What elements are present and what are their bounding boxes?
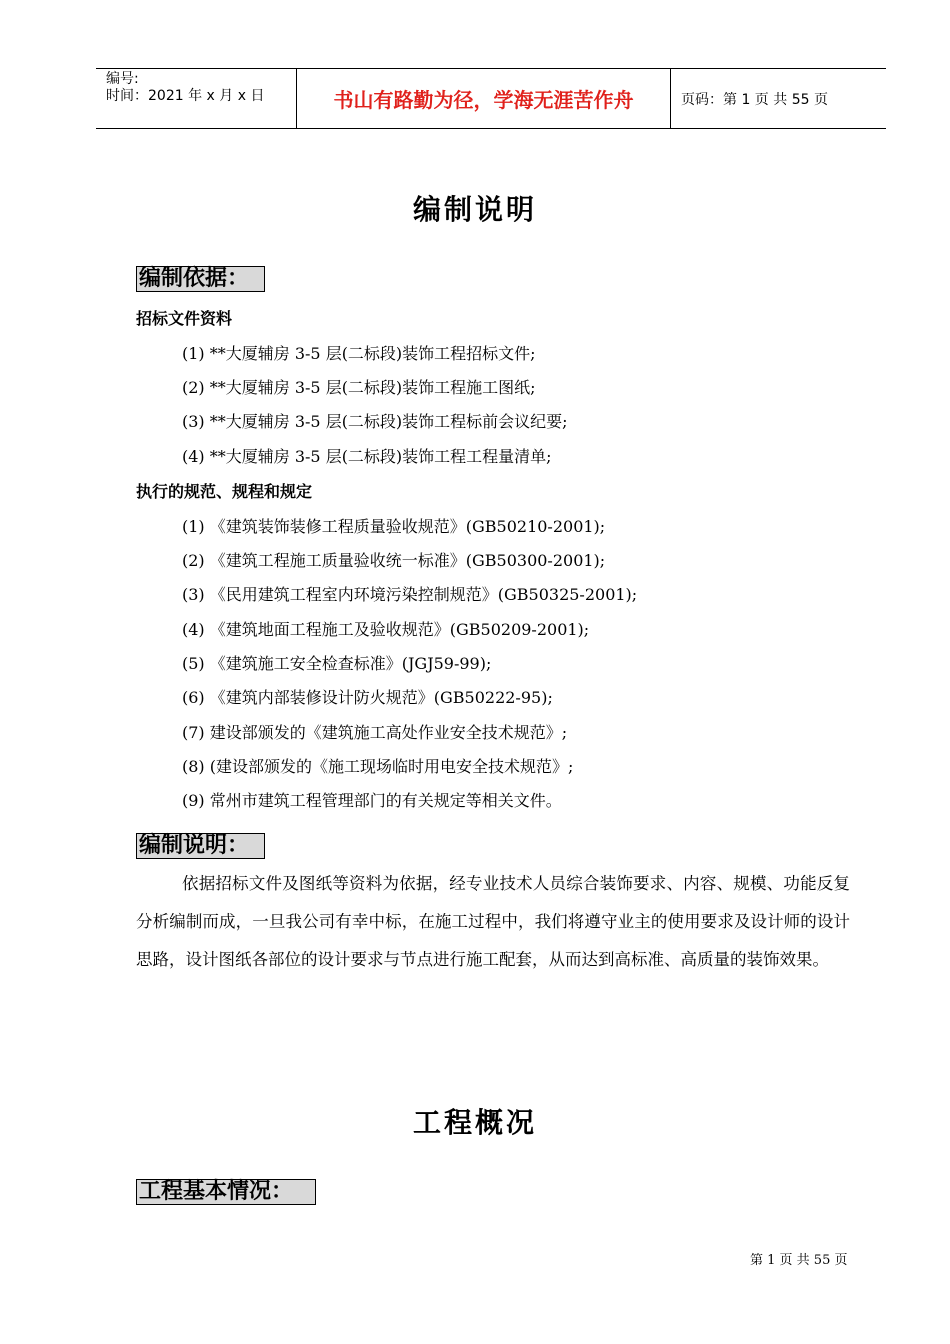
document-title: 编制说明 — [412, 193, 537, 226]
tender-item: (2) **大厦辅房 3-5 层(二标段)装饰工程施工图纸; — [182, 378, 536, 397]
header-meta — [96, 69, 297, 128]
code-item: (4) 《建筑地面工程施工及验收规范》(GB50209-2001); — [182, 620, 590, 639]
section-heading-desc: 编制说明： — [136, 833, 265, 859]
code-item: (7) 建设部颁发的《建筑施工高处作业安全技术规范》; — [182, 723, 568, 742]
header-page-info: 页码：第 1 页 共 55 页 — [681, 91, 828, 108]
code-item: (3) 《民用建筑工程室内环境污染控制规范》(GB50325-2001); — [182, 585, 638, 604]
number-label: 编号: — [106, 71, 139, 87]
section-heading-basic: 工程基本情况： — [136, 1179, 316, 1205]
code-item: (5) 《建筑施工安全检查标准》(JGJ59-99); — [182, 654, 492, 673]
code-item: (6) 《建筑内部装修设计防火规范》(GB50222-95); — [182, 688, 553, 707]
header-motto: 书山有路勤为径，学海无涯苦作舟 — [297, 69, 671, 128]
tender-item: (1) **大厦辅房 3-5 层(二标段)装饰工程招标文件; — [182, 344, 536, 363]
time-label: 时间：2021 年 x 月 x 日 — [106, 88, 265, 104]
section-heading-basis: 编制依据： — [136, 266, 265, 292]
page-footer: 第 1 页 共 55 页 — [750, 1253, 848, 1268]
subheading-tender: 招标文件资料 — [136, 309, 233, 328]
code-item: (2) 《建筑工程施工质量验收统一标准》(GB50300-2001); — [182, 551, 606, 570]
code-item: (8) (建设部颁发的《施工现场临时用电安全技术规范》; — [182, 757, 574, 776]
tender-item: (3) **大厦辅房 3-5 层(二标段)装饰工程标前会议纪要; — [182, 412, 568, 431]
subheading-codes: 执行的规范、规程和规定 — [136, 482, 313, 501]
description-paragraph: 依据招标文件及图纸等资料为依据，经专业技术人员综合装饰要求、内容、规模、功能反复分析编制而成，一旦我公司有幸中标，在施工过程中，我们将遵守业主的使用要求及设计师的设计思路，设计图纸各部位的设计要求与节点进行施工配套，从而达到高标准、高质量的装饰效果。 — [136, 874, 850, 969]
section-title-overview: 工程概况 — [412, 1106, 537, 1139]
page-header — [96, 68, 886, 129]
tender-item: (4) **大厦辅房 3-5 层(二标段)装饰工程工程量清单; — [182, 447, 552, 466]
code-item: (1) 《建筑装饰装修工程质量验收规范》(GB50210-2001); — [182, 517, 606, 536]
code-item: (9) 常州市建筑工程管理部门的有关规定等相关文件。 — [182, 791, 562, 810]
